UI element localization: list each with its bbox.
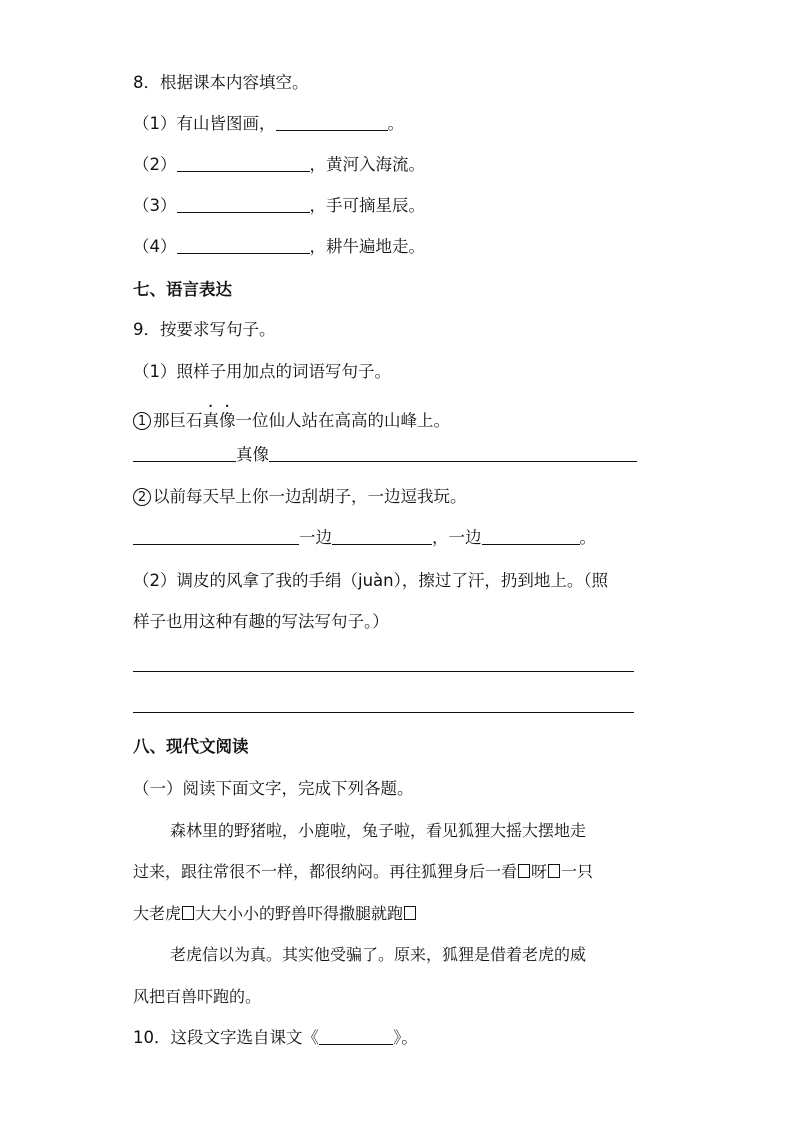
q9-fill-2-blank-a[interactable] — [133, 528, 299, 545]
q9-answer-line-2[interactable] — [133, 712, 634, 713]
q8-item-4-pre: （4） — [133, 237, 177, 256]
q10 — [133, 1027, 418, 1049]
q9-part1-instruction: （1）照样子用加点的词语写句子。 — [133, 362, 391, 381]
q9-fill-2-blank-c[interactable] — [482, 528, 580, 545]
q8-item-2 — [133, 154, 425, 176]
q9-part2-line-2: 样子也用这种有趣的写法写句子。） — [133, 612, 389, 631]
missing-punct-box — [404, 906, 416, 920]
section-8-heading: 八、现代文阅读 — [133, 737, 249, 756]
reading-p1-line-3-a: 大老虎 — [133, 904, 182, 923]
q9-answer-line-1[interactable] — [133, 671, 634, 672]
q9-fill-1-blank-a[interactable] — [133, 445, 236, 462]
q9-fill-2-sep: ，一边 — [432, 528, 482, 547]
missing-punct-box — [518, 864, 530, 878]
q9-example-1 — [133, 402, 450, 432]
q9-fill-1-word: 真像 — [236, 445, 269, 464]
q9-fill-2-end: 。 — [579, 528, 596, 547]
q8-item-3-post: ，手可摘星辰。 — [309, 196, 425, 215]
q9-title: 9．按要求写句子。 — [133, 320, 276, 339]
reading-p1-line-2-a: 过来，跟往常很不一样，都很纳闷。再往狐狸身后一看 — [133, 862, 518, 881]
reading-p1-line-3 — [133, 903, 417, 925]
q8-item-2-post: ，黄河入海流。 — [309, 155, 425, 174]
q9-fill-2-blank-b[interactable] — [332, 528, 432, 545]
emphasized-word: 真像 — [202, 411, 236, 430]
q8-item-3 — [133, 195, 425, 217]
q10-post: 》。 — [393, 1028, 418, 1047]
q9-fill-1 — [133, 444, 637, 466]
q8-item-1-blank[interactable] — [276, 114, 388, 131]
q9-example-2-text: 以前每天早上你一边刮胡子，一边逗我玩。 — [153, 487, 467, 506]
q9-fill-2 — [133, 527, 596, 549]
reading-intro: （一）阅读下面文字，完成下列各题。 — [133, 779, 414, 798]
q9-example-1-text: 那巨石真像一位仙人站在高高的山峰上。 — [153, 411, 450, 430]
reading-p1-line-2-b: 呀 — [531, 862, 548, 881]
q8-item-2-pre: （2） — [133, 155, 177, 174]
q8-item-4-post: ，耕牛遍地走。 — [309, 237, 425, 256]
reading-p1-line-3-b: 大大小小的野兽吓得撒腿就跑 — [195, 904, 404, 923]
reading-p1-line-2 — [133, 861, 593, 883]
reading-p1-line-1: 森林里的野猪啦，小鹿啦，兔子啦，看见狐狸大摇大摆地走 — [170, 821, 587, 840]
missing-punct-box — [182, 906, 194, 920]
reading-p1-line-2-c: 一只 — [561, 862, 594, 881]
q8-item-4-blank[interactable] — [177, 237, 310, 254]
q8-item-3-blank[interactable] — [177, 196, 310, 213]
q10-pre: 10．这段文字选自课文《 — [133, 1028, 319, 1047]
q8-item-1 — [133, 113, 404, 135]
circled-number-2: 2 — [133, 488, 151, 506]
q8-item-4 — [133, 236, 425, 258]
reading-p2-line-2: 风把百兽吓跑的。 — [133, 987, 262, 1006]
section-7-heading: 七、语言表达 — [133, 280, 232, 299]
missing-punct-box — [548, 864, 560, 878]
q8-item-2-blank[interactable] — [177, 155, 310, 172]
q9-part2-line-1: （2）调皮的风拿了我的手绢（juàn），擦过了汗，扔到地上。（照 — [133, 571, 609, 590]
q9-fill-1-blank-b[interactable] — [269, 445, 637, 462]
q10-blank[interactable] — [319, 1028, 393, 1045]
circled-number-1: 1 — [133, 412, 151, 430]
reading-p2-line-1: 老虎信以为真。其实他受骗了。原来，狐狸是借着老虎的威 — [170, 945, 587, 964]
q8-item-3-pre: （3） — [133, 196, 177, 215]
q9-example-2 — [133, 486, 467, 508]
q8-item-1-post: 。 — [387, 114, 404, 133]
q8-title: 8．根据课本内容填空。 — [133, 73, 309, 92]
q9-fill-2-word-a: 一边 — [299, 528, 332, 547]
q8-item-1-pre: （1）有山皆图画， — [133, 114, 276, 133]
